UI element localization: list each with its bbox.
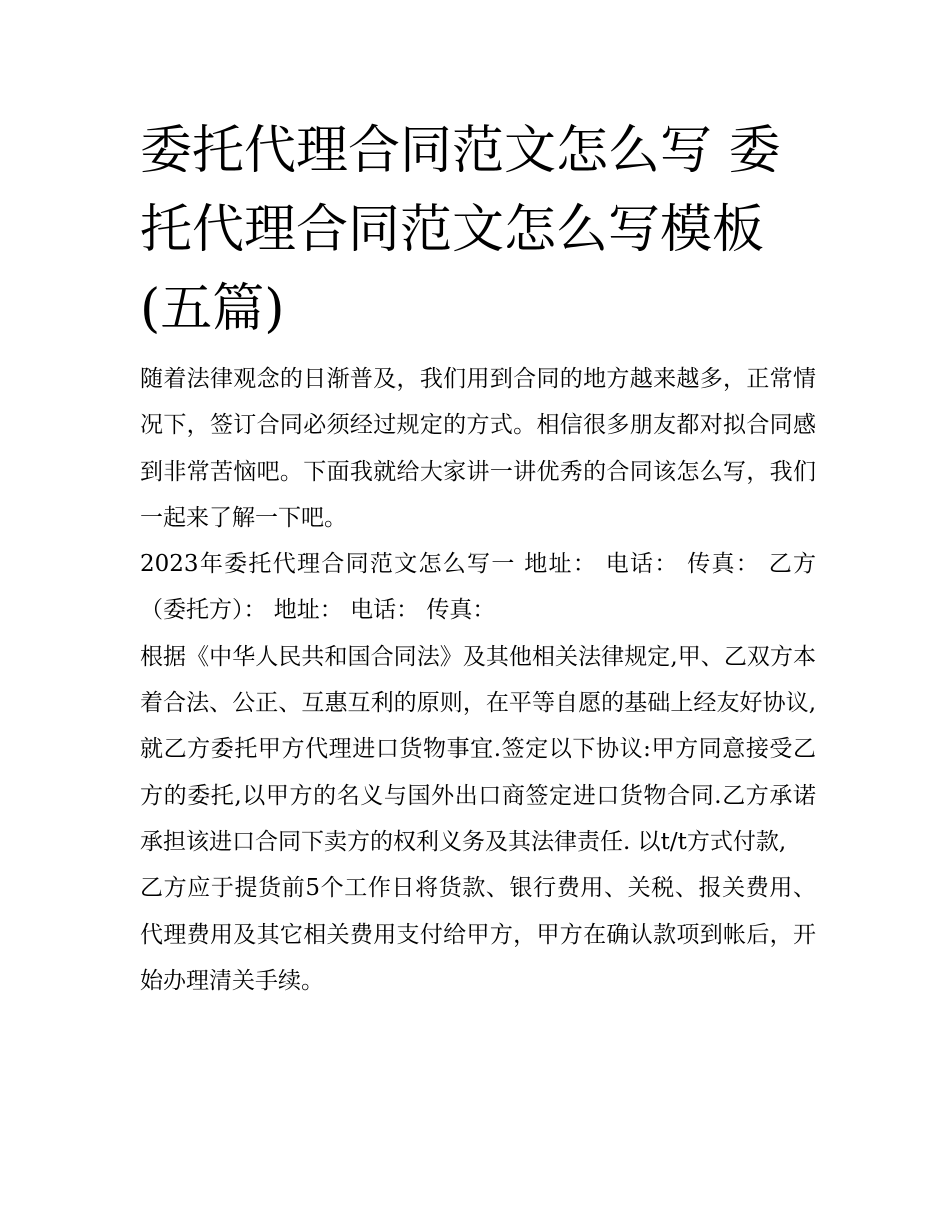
paragraph-contract-header: 2023年委托代理合同范文怎么写一 地址： 电话： 传真： 乙方（委托方）： 地址： 电话： 传真： — [140, 551, 816, 624]
paragraph-intro: 随着法律观念的日渐普及，我们用到合同的地方越来越多，正常情况下，签订合同必须经过规定的方式。相信很多朋友都对拟合同感到非常苦恼吧。下面我就给大家讲一讲优秀的合同该怎么写，我们一起来了解一下吧。 — [140, 366, 816, 531]
document-title: 委托代理合同范文怎么写 委托代理合同范文怎么写模板(五篇) — [140, 121, 781, 339]
paragraph-payment-terms: 乙方应于提货前5个工作日将货款、银行费用、关税、报关费用、代理费用及其它相关费用支付给甲方，甲方在确认款项到帐后，开始办理清关手续。 — [140, 875, 816, 994]
paragraph-agreement-terms: 根据《中华人民共和国合同法》及其他相关法律规定,甲、乙双方本着合法、公正、互惠互利的原则，在平等自愿的基础上经友好协议,就乙方委托甲方代理进口货物事宜.签定以下协议:甲方同意接受乙方的委托,以甲方的名义与国外出口商签定进口货物合同.乙方承诺承担该进口合同下卖方的权利义务及其法律责任. 以t/t方式付款, — [140, 643, 816, 855]
document-body — [140, 356, 816, 1004]
